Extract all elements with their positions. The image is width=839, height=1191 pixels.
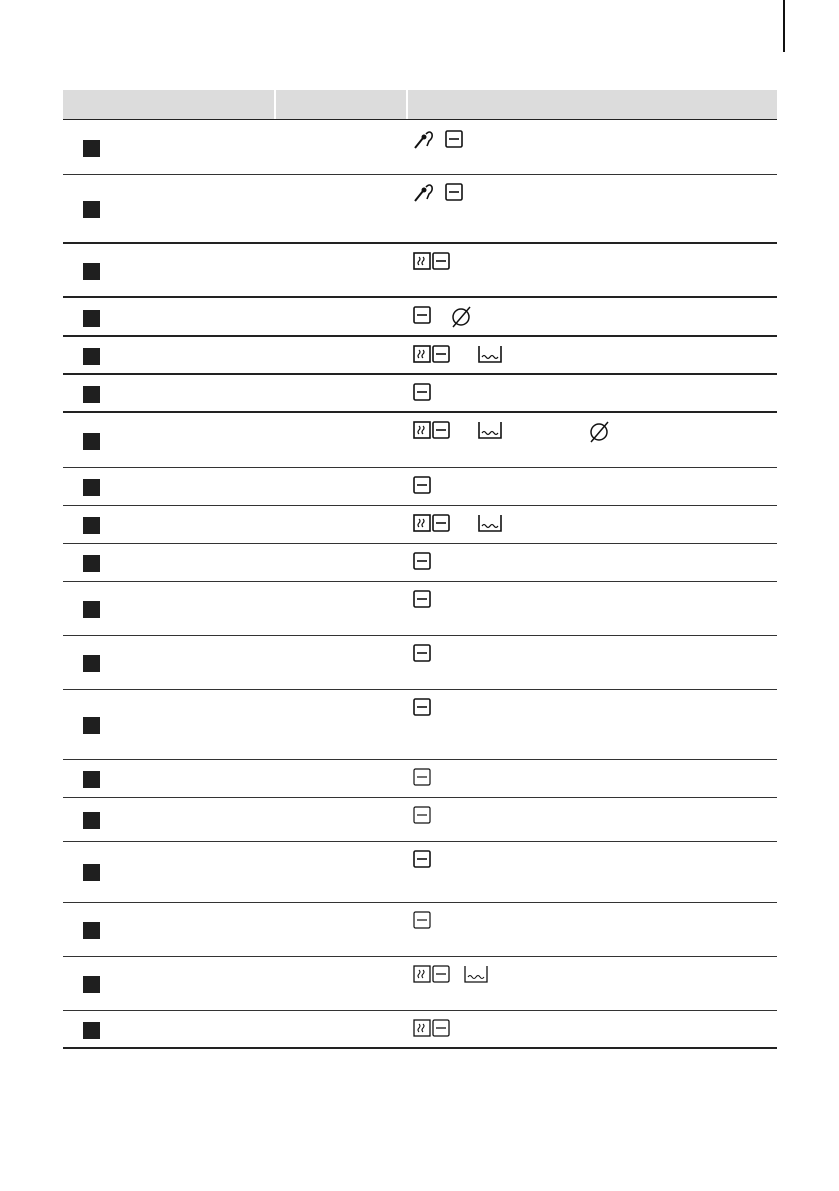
steam-display-icon [413,345,451,363]
row-marker [83,601,100,618]
empty-set-icon [587,421,613,443]
row-marker [83,517,100,534]
steam-display-icon [413,421,451,439]
row-icons [413,383,431,405]
oven-display-icon [413,768,431,786]
row-marker [83,263,100,280]
row-icons [413,965,489,987]
header-divider [274,90,276,119]
table-row [63,903,777,957]
table-row [63,544,777,582]
row-icons [413,183,463,205]
steam-display-icon [413,965,451,983]
row-marker [83,348,100,365]
oven-display-icon [413,383,431,401]
row-icons [413,345,503,367]
row-marker [83,717,100,734]
row-icons [413,806,431,828]
table-row [63,842,777,903]
row-marker [83,140,100,157]
row-icons [413,1019,451,1041]
row-icons [413,911,431,933]
table-row [63,468,777,506]
row-icons [413,698,431,720]
table-row [63,375,777,413]
row-marker [83,976,100,993]
probe-icon [413,183,445,203]
water-tank-icon [477,345,503,363]
table-header [63,90,777,120]
row-icons [413,130,463,152]
oven-display-icon [413,306,431,324]
row-marker [83,812,100,829]
row-marker [83,655,100,672]
oven-display-icon [413,911,431,929]
table-row [63,1011,777,1049]
row-icons [413,590,431,612]
row-marker [83,479,100,496]
row-marker [83,555,100,572]
oven-display-icon [413,590,431,608]
row-marker [83,433,100,450]
oven-display-icon [413,806,431,824]
row-marker [83,922,100,939]
row-icons [413,644,431,666]
settings-table [63,90,777,1049]
row-icons [413,421,613,443]
row-marker [83,201,100,218]
table-row [63,244,777,298]
row-icons [413,768,431,790]
row-icons [413,850,431,872]
row-icons [413,306,475,328]
water-tank-icon [477,514,503,532]
oven-display-icon [445,183,463,201]
probe-icon [413,130,445,150]
table-row [63,798,777,842]
table-row [63,957,777,1011]
steam-display-icon [413,514,451,532]
row-marker [83,1022,100,1039]
table-row [63,760,777,798]
row-icons [413,252,451,274]
oven-display-icon [445,130,463,148]
oven-display-icon [413,698,431,716]
table-row [63,120,777,175]
table-row [63,413,777,468]
crop-mark [783,0,785,52]
steam-display-icon [413,1019,451,1037]
table-row [63,175,777,244]
table-row [63,337,777,375]
steam-display-icon [413,252,451,270]
table-row [63,298,777,337]
row-marker [83,864,100,881]
row-icons [413,514,503,536]
oven-display-icon [413,552,431,570]
row-marker [83,310,100,327]
water-tank-icon [463,965,489,983]
oven-display-icon [413,476,431,494]
table-row [63,636,777,690]
empty-set-icon [449,306,475,328]
row-marker [83,771,100,788]
table-row [63,690,777,760]
oven-display-icon [413,850,431,868]
header-divider [406,90,408,119]
table-row [63,506,777,544]
row-icons [413,476,431,498]
oven-display-icon [413,644,431,662]
row-icons [413,552,431,574]
water-tank-icon [477,421,503,439]
row-marker [83,386,100,403]
table-row [63,582,777,636]
